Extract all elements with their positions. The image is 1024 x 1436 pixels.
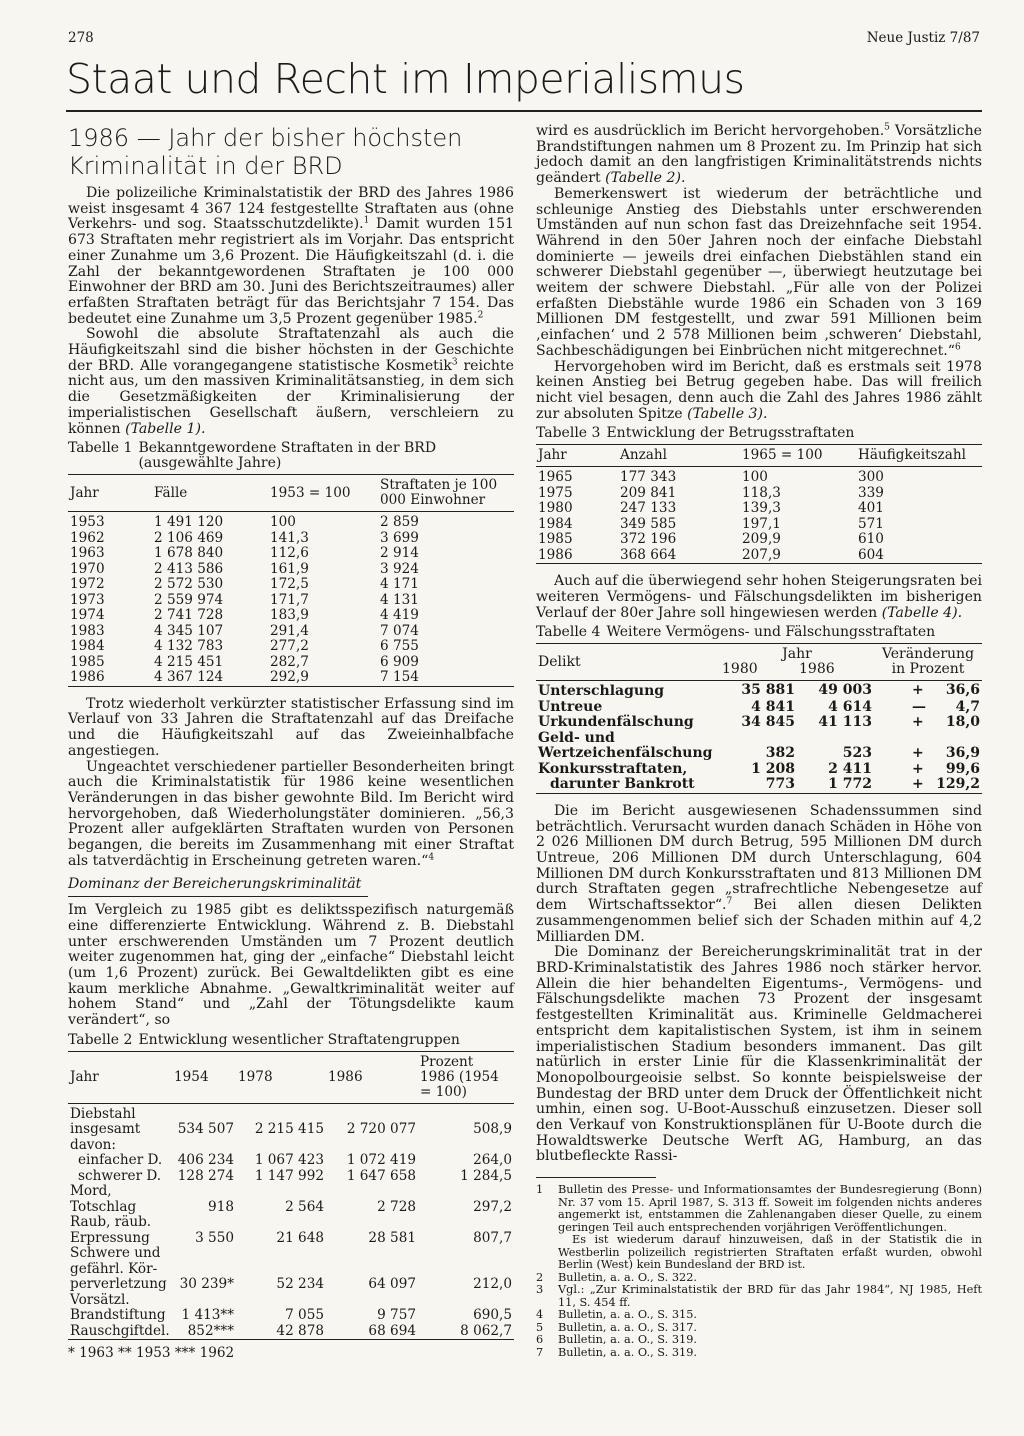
table-cell: 3 924	[380, 560, 419, 577]
table-cell: 3 550	[195, 1229, 234, 1246]
table-cell: 773	[765, 776, 795, 793]
table-cell: 139,3	[742, 500, 781, 517]
footnote-ref[interactable]: 1	[363, 215, 370, 226]
table-cell: 177 343	[620, 469, 677, 486]
table-cell	[236, 1103, 326, 1122]
footnote-item: 7 Bulletin, a. a. O., S. 319.	[536, 1345, 697, 1359]
table-cell: 292,9	[270, 669, 309, 686]
table-cell: 183,9	[270, 607, 309, 624]
table-cell	[236, 1138, 326, 1154]
table-cell: 4 614	[828, 698, 872, 715]
table-cell: 41 113	[818, 714, 872, 731]
table-cell: schwerer D.	[78, 1167, 162, 1184]
col-header: Straftaten je 100 000 Einwohner	[378, 475, 514, 512]
table-cell	[236, 1215, 326, 1231]
table-row	[68, 1215, 514, 1231]
table-row	[68, 1184, 514, 1200]
table-cell: + 99,6	[912, 760, 980, 777]
table-cell: Totschlag	[70, 1198, 137, 1215]
table-row	[536, 467, 982, 486]
table-cell: 1985	[70, 653, 105, 670]
table-cell: 372 196	[620, 531, 677, 548]
table-cell: Erpressung	[70, 1229, 150, 1246]
col-header: Jahr	[536, 445, 618, 467]
table-cell: Rauschgiftdel.	[70, 1322, 170, 1339]
table-cell: 7 154	[380, 669, 419, 686]
footnote-ref[interactable]: 5	[884, 122, 890, 133]
table-cell	[172, 1103, 236, 1122]
table-cell	[418, 1138, 514, 1154]
table-cell: 2 559 974	[154, 591, 224, 608]
table-cell: 1983	[70, 622, 105, 639]
col-header: 1980	[720, 662, 797, 681]
footnote-ref[interactable]: 7	[726, 896, 733, 907]
table-cell: 610	[858, 531, 884, 548]
table-cell: 68 694	[368, 1322, 416, 1339]
table-row	[536, 746, 982, 762]
table-cell: 4 419	[380, 607, 419, 624]
table-cell: 1953	[70, 514, 105, 531]
footnote-item: 5 Bulletin, a. a. O., S. 317.	[536, 1320, 697, 1334]
table-cell: 300	[858, 469, 884, 486]
table-cell: 4 131	[380, 591, 419, 608]
table-cell: + 36,6	[912, 681, 980, 698]
table-cell: 277,2	[270, 638, 309, 655]
table-row	[68, 1231, 514, 1247]
table-cell: 1 067 423	[254, 1152, 324, 1169]
paragraph: Trotz wiederholt verkürzter statistischer Erfassung sind im Verlauf von 33 Jahren die Straftatenzahl auf das Dreifache und die Häufigkeitszahl auf das Zweieinhalbfache angestiegen.	[68, 695, 514, 759]
table-4	[536, 643, 982, 794]
paragraph: wird es ausdrücklich im Bericht hervorgehoben.$^5$ Vorsätzliche Brandstiftungen nahmen um 8 Prozent zu. Im Prinzip hat sich jedoch damit an den langfristigen Kriminalitätstrends nichts geändert (Tabelle 2).	[536, 122, 982, 187]
table-cell	[326, 1262, 418, 1278]
table-row	[68, 512, 514, 531]
table-cell: 112,6	[270, 545, 309, 562]
table-cell	[236, 1293, 326, 1309]
table-row	[68, 1138, 514, 1154]
table-cell	[236, 1262, 326, 1278]
table-caption: Tabelle 3 Entwicklung der Betrugsstraftaten	[536, 425, 855, 442]
table-cell: perverletzung	[70, 1276, 167, 1293]
table-row	[536, 548, 982, 564]
table-cell	[326, 1293, 418, 1309]
table-row	[536, 517, 982, 533]
table-cell: 534 507	[177, 1121, 234, 1138]
table-row	[68, 593, 514, 609]
footnote-ref[interactable]: 6	[954, 342, 961, 353]
table-cell: — 4,7	[912, 698, 980, 715]
table-cell: Konkursstraftaten,	[538, 760, 688, 777]
table-row	[536, 681, 982, 700]
table-cell: Geld- und	[538, 729, 615, 746]
table-row	[536, 486, 982, 502]
right-column	[536, 124, 982, 1359]
table-caption: Tabelle 1 Bekanntgewordene Straftaten in der BRD (ausgewählte Jahre)	[68, 440, 437, 472]
table-cell: 100	[270, 514, 296, 531]
table-cell: 34 845	[741, 714, 795, 731]
footnote-item: 1 Bulletin des Presse- und Informationsamtes der Bundesregierung (Bonn) Nr. 37 vom 15. April 1987, S. 313 ff. Soweit im folgenden nichts anderes angemerkt ist, entstammen die Zahlenangaben dieser Quelle, zu einem geringen Teil auch entsprechenden vorjährigen Veröffentlichungen.	[536, 1183, 982, 1234]
table-cell: 1 072 419	[346, 1152, 416, 1169]
table-row	[68, 1277, 514, 1293]
footnotes	[536, 1184, 982, 1359]
table-cell: 2 720 077	[346, 1121, 416, 1138]
table-cell: 604	[858, 546, 884, 563]
page-header	[68, 30, 980, 50]
paragraph: Die im Bericht ausgewiesenen Schadenssummen sind beträchtlich. Verursacht wurden danach Schäden in Höhe von 2 026 Millionen DM durch Betrug, 595 Millionen DM durch Untreue, 206 Millionen DM durch Unterschlagung, 604 Millionen DM durch Konkursstraftaten und 813 Millionen DM durch Straftaten gegen „strafrechtliche Nebengesetze auf dem Wirtschaftssektor“.$^7$ Bei allen diesen Delikten zusammengenommen belief sich der Schaden mithin auf 4,2 Milliarden DM.	[536, 802, 982, 945]
col-header: Jahr	[68, 475, 152, 512]
table-row	[68, 624, 514, 640]
table-cell: 852***	[187, 1322, 234, 1339]
table-cell: 4 171	[380, 576, 419, 593]
table-row	[68, 655, 514, 671]
footnote-item: 6 Bulletin, a. a. O., S. 319.	[536, 1333, 697, 1347]
table-cell	[326, 1138, 418, 1154]
table-cell: 49 003	[818, 681, 872, 698]
table-footnote: * 1963 ** 1953 *** 1962	[68, 1345, 235, 1362]
paragraph: Sowohl die absolute Straftatenzahl als auch die Häufigkeitszahl sind die bisher höchsten in der Geschichte der BRD. Alle vorangegangene statistische Kosmetik$^3$ reichte nicht aus, um den massiven Kriminalitätsanstieg, in dem sich die Gesetzmäßigkeiten der Kriminalisierung der imperialistischen Gesellschaft äußern, verschleiern zu können (Tabelle 1).	[68, 326, 515, 437]
table-cell: davon:	[70, 1136, 117, 1153]
paragraph: Hervorgehoben wird im Bericht, daß es erstmals seit 1978 keinen Anstieg bei Betrug gegeben habe. Das will freilich nicht viel besagen, denn auch die Zahl des Jahres 1986 zählt zur absoluten Spitze (Tabelle 3).	[536, 358, 982, 422]
table-cell: 35 881	[741, 681, 795, 698]
table-cell	[172, 1262, 236, 1278]
section-heading: Dominanz der Bereicherungskriminalität	[68, 877, 368, 897]
table-cell	[172, 1184, 236, 1200]
footnote-divider	[536, 1177, 656, 1178]
table-cell	[797, 731, 874, 747]
table-cell: 1986	[538, 546, 573, 563]
table-cell: 6 755	[380, 638, 419, 655]
table-3	[536, 444, 982, 564]
table-row	[68, 1200, 514, 1216]
table-cell: einfacher D.	[78, 1152, 163, 1169]
table-cell: 1970	[70, 560, 105, 577]
col-header: Häufigkeitszahl	[856, 445, 982, 467]
table-cell: 4 841	[751, 698, 795, 715]
table-row	[68, 608, 514, 624]
table-cell	[236, 1184, 326, 1200]
table-cell: 2 572 530	[154, 576, 224, 593]
table-row	[68, 1169, 514, 1185]
table-cell: 291,4	[270, 622, 309, 639]
table-cell: 64 097	[368, 1276, 416, 1293]
table-cell	[172, 1138, 236, 1154]
table-caption: Tabelle 4 Weitere Vermögens- und Fälschungsstraftaten	[536, 624, 936, 641]
table-cell	[326, 1246, 418, 1262]
table-row	[68, 1103, 514, 1122]
table-cell: 1980	[538, 500, 573, 517]
paragraph: Ungeachtet verschiedener partieller Besonderheiten bringt auch die Kriminalstatistik für 1986 keine wesentlichen Veränderungen in das bisher gewohnte Bild. Im Bericht wird hervorgehoben, daß Wiederholungstäter dominieren. „56,3 Prozent aller aufgeklärten Straftaten wurden von Personen begangen, die bereits im Zusammenhang mit einer Straftat als tatverdächtig in Erscheinung getreten waren.“$^4$	[68, 758, 514, 869]
table-cell: 1984	[538, 515, 573, 532]
table-cell: 28 581	[368, 1229, 416, 1246]
table-cell: Untreue	[538, 698, 603, 715]
table-cell: Raub, räub.	[70, 1214, 152, 1231]
table-cell	[418, 1215, 514, 1231]
footnote-item: 3 Vgl.: „Zur Kriminalstatistik der BRD für das Jahr 1984“, NJ 1985, Heft 11, S. 454 ff.	[536, 1283, 982, 1309]
col-header: Prozent 1986 (1954 = 100)	[418, 1051, 514, 1103]
table-cell: 1974	[70, 607, 105, 624]
table-cell	[418, 1262, 514, 1278]
col-header: 1986	[326, 1051, 418, 1103]
footnote-ref[interactable]: 3	[451, 357, 458, 368]
table-cell: Vorsätzl.	[70, 1291, 130, 1308]
table-cell: 339	[858, 484, 884, 501]
table-cell: 118,3	[742, 484, 781, 501]
table-cell: 212,0	[473, 1276, 512, 1293]
table-cell	[326, 1215, 418, 1231]
table-cell: 4 367 124	[154, 669, 224, 686]
table-row	[68, 639, 514, 655]
table-cell: 1972	[70, 576, 105, 593]
paragraph: Die Dominanz der Bereicherungskriminalität trat in der BRD-Kriminalstatistik des Jahres 1986 noch stärker hervor. Allein die hier behandelten Eigentums-, Vermögens- und Fälschungsdelikte machen 73 Prozent der insgesamt festgestellten Kriminalität aus. Kriminelle Geldmacherei entspricht dem kapitalistischen System, ist ihm in seinem imperialistischen Stadium besonders immanent. Das gilt natürlich in erster Linie für die Klassenkriminalität der Monopolbourgeoisie selbst. So konnte beispielsweise der Bundestag der BRD unter dem Druck der Öffentlichkeit nicht umhin, einen sog. U-Boot-Ausschuß einzusetzen. Dieser soll den Verkauf von Konstruktionsplänen für U-Boote durch die Howaldtswerke Deutsche Werft AG, Hamburg, an das blutbefleckte Rassi-	[536, 944, 982, 1165]
footnote-ref[interactable]: 4	[428, 852, 435, 863]
table-row	[68, 1153, 514, 1169]
footnote-ref[interactable]: 2	[477, 309, 484, 320]
table-cell	[418, 1293, 514, 1309]
table-cell: 297,2	[473, 1198, 512, 1215]
table-cell: Unterschlagung	[538, 683, 665, 700]
table-row	[536, 700, 982, 716]
table-cell: Wertzeichenfälschung	[538, 745, 713, 762]
table-cell: 7 055	[285, 1307, 324, 1324]
left-column	[68, 124, 514, 1362]
table-cell: 1 772	[828, 776, 872, 793]
table-row	[68, 1308, 514, 1324]
table-cell: 2 741 728	[154, 607, 224, 624]
table-cell: 523	[842, 745, 872, 762]
paragraph: Auch auf die überwiegend sehr hohen Steigerungsraten bei weiteren Vermögens- und Fälschungsdelikten im bisherigen Verlauf der 80er Jahre soll hingewiesen werden (Tabelle 4).	[536, 573, 982, 621]
table-cell: 2 728	[377, 1198, 416, 1215]
table-cell: 30 239*	[179, 1276, 234, 1293]
table-cell: 264,0	[473, 1152, 512, 1169]
table-cell: 349 585	[620, 515, 677, 532]
table-cell: 1985	[538, 531, 573, 548]
section-rubric: Staat und Recht im Imperialismus	[66, 54, 982, 112]
table-cell: 401	[858, 500, 884, 517]
footnote-item: 2 Bulletin, a. a. O., S. 322.	[536, 1270, 697, 1284]
table-row	[536, 762, 982, 778]
table-cell: Brandstiftung	[70, 1307, 166, 1324]
table-cell: 42 878	[276, 1322, 324, 1339]
table-cell: 172,5	[270, 576, 309, 593]
col-header: Veränderung in Prozent	[874, 644, 982, 681]
col-header: Jahr	[782, 646, 812, 663]
table-cell	[172, 1215, 236, 1231]
table-row	[536, 777, 982, 793]
table-cell	[172, 1293, 236, 1309]
table-cell: 8 062,7	[460, 1322, 512, 1339]
table-cell: 4 132 783	[154, 638, 224, 655]
table-cell	[172, 1246, 236, 1262]
table-cell: 1965	[538, 469, 573, 486]
journal-issue: Neue Justiz 7/87	[866, 30, 980, 46]
table-cell: 197,1	[742, 515, 781, 532]
col-header: 1986	[797, 662, 874, 681]
table-cell: 2 859	[380, 514, 419, 531]
table-cell	[720, 731, 797, 747]
table-row	[536, 501, 982, 517]
table-cell: 247 133	[620, 500, 677, 517]
table-cell: + 36,9	[912, 745, 980, 762]
table-row	[68, 1246, 514, 1262]
table-cell: 209,9	[742, 531, 781, 548]
table-cell: Urkundenfälschung	[538, 714, 694, 731]
col-header: 1978	[236, 1051, 326, 1103]
table-cell: 282,7	[270, 653, 309, 670]
table-cell: 2 413 586	[154, 560, 224, 577]
table-cell: 207,9	[742, 546, 781, 563]
col-header: 1953 = 100	[268, 475, 378, 512]
table-row	[68, 1293, 514, 1309]
table-cell	[326, 1184, 418, 1200]
table-cell: 100	[742, 469, 768, 486]
table-cell: 21 648	[276, 1229, 324, 1246]
table-row	[536, 731, 982, 747]
table-cell: 1 284,5	[460, 1167, 512, 1184]
table-row	[68, 1324, 514, 1340]
table-cell: 1 678 840	[154, 545, 224, 562]
paragraph: Die polizeiliche Kriminalstatistik der BRD des Jahres 1986 weist insgesamt 4 367 124 festgestellte Straftaten aus (ohne Verkehrs- und sog. Staatsschutzdelikte).$^1$ Damit wurden 151 673 Straftaten mehr registriert als im Vorjahr. Das entspricht einer Zunahme um 3,6 Prozent. Die Häufigkeitszahl (d. i. die Zahl der bekanntgewordenen Straftaten je 100 000 Einwohner der BRD am 30. Juni des Berichtszeitraumes) aller erfaßten Straftaten beträgt für das Berichtsjahr 7 154. Das bedeutet eine Zunahme um 3,5 Prozent gegenüber 1985.$^2$	[68, 185, 514, 327]
table-cell: 382	[765, 745, 795, 762]
table-1	[68, 474, 514, 687]
table-row	[68, 670, 514, 686]
table-cell	[418, 1103, 514, 1122]
table-cell	[418, 1184, 514, 1200]
table-cell	[418, 1246, 514, 1262]
table-cell: 1 491 120	[154, 514, 224, 531]
table-row	[68, 531, 514, 547]
footnote-continuation: Es ist wiederum darauf hinzuweisen, daß in der Statistik die in Westberlin polizeilich registrierten Straftaten erfaßt wurden, obwohl Berlin (West) kein Bundesland der BRD ist.	[558, 1233, 982, 1272]
table-cell: 1 647 658	[346, 1167, 416, 1184]
table-cell: darunter Bankrott	[550, 776, 695, 793]
table-cell: 2 106 469	[154, 529, 224, 546]
table-caption: Tabelle 2 Entwicklung wesentlicher Straftatengruppen	[68, 1031, 460, 1048]
table-cell: 1984	[70, 638, 105, 655]
article-title: 1986 — Jahr der bisher höchsten Kriminalität in der BRD	[68, 124, 463, 180]
col-header: Anzahl	[618, 445, 740, 467]
table-cell: 406 234	[177, 1152, 234, 1169]
col-header: Jahr	[68, 1051, 172, 1103]
table-cell: 1973	[70, 591, 105, 608]
col-header: 1954	[172, 1051, 236, 1103]
table-row	[68, 1122, 514, 1138]
table-cell: 690,5	[473, 1307, 512, 1324]
table-cell: 128 274	[177, 1167, 234, 1184]
table-row	[536, 532, 982, 548]
table-cell: 368 664	[620, 546, 677, 563]
col-header: Fälle	[152, 475, 268, 512]
table-cell: 209 841	[620, 484, 677, 501]
table-cell: 4 215 451	[154, 653, 224, 670]
table-cell: 2 914	[380, 545, 419, 562]
table-cell: 6 909	[380, 653, 419, 670]
table-cell: 52 234	[276, 1276, 324, 1293]
table-cell: Schwere und	[70, 1245, 161, 1262]
table-cell: 1 208	[751, 760, 795, 777]
table-cell: 2 411	[828, 760, 872, 777]
table-row	[68, 577, 514, 593]
table-cell: 1963	[70, 545, 105, 562]
table-cell: + 18,0	[912, 714, 980, 731]
table-cell: 141,3	[270, 529, 309, 546]
page-number: 278	[68, 30, 94, 46]
table-cell: 918	[208, 1198, 234, 1215]
table-row	[536, 715, 982, 731]
table-cell: 1 413**	[181, 1307, 234, 1324]
table-cell: 1975	[538, 484, 573, 501]
table-cell: 171,7	[270, 591, 309, 608]
table-cell: gefährl. Kör-	[70, 1260, 158, 1277]
table-cell: 9 757	[377, 1307, 416, 1324]
col-header: 1965 = 100	[740, 445, 856, 467]
table-cell: 571	[858, 515, 884, 532]
table-cell: 1986	[70, 669, 105, 686]
table-cell: insgesamt	[70, 1121, 141, 1138]
table-cell: 1 147 992	[254, 1167, 324, 1184]
table-cell: 2 564	[285, 1198, 324, 1215]
table-cell: Diebstahl	[70, 1105, 136, 1122]
footnote-item: 4 Bulletin, a. a. O., S. 315.	[536, 1308, 697, 1322]
paragraph: Bemerkenswert ist wiederum der beträchtliche und schleunige Anstieg des Diebstahls unter erschwerenden Umständen auf nun schon fast das Dreizehnfache seit 1954. Während in den 50er Jahren noch der einfache Diebstahl dominierte — jeweils drei einfachen Diebstählen stand ein schwerer Diebstahl gegenüber —, überwiegt heutzutage bei weitem der schwere Diebstahl. „Für alle von der Polizei erfaßten Diebstähle wurde 1986 ein Schaden von 3 169 Millionen DM festgestellt, und zwar 591 Millionen beim ‚einfachen‘ und 2 578 Millionen beim ‚schweren‘ Diebstahl, Sachbeschädigungen bei Einbrüchen nicht mitgerechnet.“$^6$	[536, 185, 982, 359]
table-cell: 1962	[70, 529, 105, 546]
table-cell: 807,7	[473, 1229, 512, 1246]
table-row	[68, 546, 514, 562]
table-cell: + 129,2	[912, 776, 980, 793]
table-cell: 7 074	[380, 622, 419, 639]
table-cell	[874, 731, 982, 747]
table-cell: 4 345 107	[154, 622, 224, 639]
table-cell: 3 699	[380, 529, 419, 546]
table-row	[68, 562, 514, 578]
table-cell: 161,9	[270, 560, 309, 577]
table-cell: Mord,	[70, 1183, 112, 1200]
table-cell: 508,9	[473, 1121, 512, 1138]
col-header: Delikt	[536, 644, 720, 681]
table-cell	[326, 1103, 418, 1122]
table-row	[68, 1262, 514, 1278]
table-cell	[236, 1246, 326, 1262]
paragraph: Im Vergleich zu 1985 gibt es deliktsspezifisch naturgemäß eine differenzierte Entwicklung. Während z. B. Diebstahl unter erschwerenden Umständen um 7 Prozent deutlich weiter zugenommen hat, ging der „einfache“ Diebstahl leicht (um 1,6 Prozent) zurück. Bei Gewaltdelikten gibt es eine kaum merkliche Abnahme. „Gewaltkriminalität weiter auf hohem Stand“ und „Zahl der Tötungsdelikte kaum verändert“, so	[68, 902, 514, 1029]
table-cell: 2 215 415	[254, 1121, 324, 1138]
table-2	[68, 1051, 514, 1341]
